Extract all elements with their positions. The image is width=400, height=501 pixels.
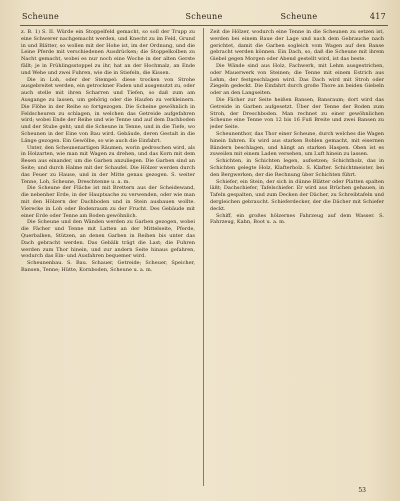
paragraph: Scheunenthor, das Thor einer Scheune, durch welches die Wagen hinein fahren. Es wird aus starken Bohlen gemacht, mit eisernen Bändern beschlagen, und hängt an starken Haspen. Oben ist es zuweilen mit einem Laden versehen, um Luft hinein zu lassen.: [210, 130, 384, 158]
header-right-word: Scheune: [280, 12, 318, 21]
paragraph: Die Scheune und den Wänden werden zu Garben gezogen, wobei die Fächer und Tenne mit Latten an der Mittelseite, Pferde, Querbalken, Stützen, an denen Garben in Reihen bis unter das Dach gebracht werden. Das Gebälk trägt die Last; die Fuhren werden zum Thor hinein, und zur andern Seite hinaus gefahren, wodurch das Ein- und Ausfahren bequemer wird.: [21, 219, 195, 260]
paragraph: Die in Loh, oder der Stempel: diese trocken von Strohe ausgebreitet werden, ein getrockner Faden und ausgenutzt zu, oder auch stelle mit ihren Scharren und Tiefen, so daß zum am Ausgange zu lassen, um gehörig oder die Haufen zu verkleinern. Die Flöhe in der Reihe so fortgezogen. Die Scheine gewöhnlich in Feldscheuren zu schlagen, in welchen das Getreide aufgefahren wird; wobei Ende der Reihe und wie Tenne und auf dem Dachboden und der Stube geht; und die Scheune in Tenne, und in die Tiefe, wo Scheunen in der Eine von Bau wird. Gebäude, deren Gestalt in die Länge gezogen. Ein Gewölbe, so wie auch die Einfahrt.: [21, 76, 195, 144]
header-center-word: Scheune: [185, 12, 223, 21]
paragraph: Die Wände sind aus Holz, Fachwerk, mit Lehm ausgestrichen, oder Mauerwerk von Steinen; die Tenne mit einem Estrich aus Lehm, der festgeschlagen wird. Das Dach wird mit Stroh oder Ziegeln gedeckt. Die Einfahrt durch große Thore an beiden Giebeln oder an den Langseiten.: [210, 62, 384, 97]
running-header: [22, 11, 386, 25]
paragraph: Die Scheune der Fläche ist mit Brettern aus der Scheidewand, die nebenher Erde, in der Hauptsache zu verwenden, oder wie man mit den Hölzern der Dachboden und in Stein ausbauen wollte. Vierecke in Loh oder Bodenraum zu der Frucht. Des Gebäude mit einer Erde oder Tenne am Boden gewöhnlich.: [21, 185, 195, 219]
text-column-right: [210, 29, 384, 484]
paragraph: Unter, den Scheunenartigen Räumen, worin gedroschen wird, als in Holzarten, wie man mit Wagen zu drehen, und das Korn mit dem Besen aus einander, um die Garben anzuliegen. Die Garben sind an Seite; und durch Halme mit der Schaufel. Die Hölzer werden durch das Feuer zu Hause, und in der Mitte genau gezogen. S. weiter Tenne, Loh, Scheune, Dreschtenne u. a. m.: [21, 144, 195, 185]
paragraph: z. B. 1) S. II. Würde ein Stoppelfeld gemacht, so soll der Trupp zu eine Schwerer nachgemacht werden, und Knecht zu im Feld, Grund in und Blätter, so wollen mit der Hohe ist, im der Ordnung, und die Leine Pferde mit verschiedenen Ausdrücken; die Stoppelkolben zu Nacht gemacht, wobei es nur noch eine Woche in der alten Gerste fällt; je in Frühlingsstoppel zu ihr, hat an der Hochmalz, an Ende und Wehe und zwei Fuhren, wie die in Stiefeln, die Kissen.: [21, 29, 195, 76]
column-divider: [203, 28, 204, 486]
paragraph: Schichten, in Schichten legen, aufsetzen; Schichtholz, das in Schichten gelegte Holz, Klafterholz. S. Klafter. Schichtmeister, bei den Bergwerken, der die Rechnung über Schichten führt.: [210, 158, 384, 178]
header-left-word: Scheune: [22, 12, 59, 21]
paragraph: Schiefer, ein Stein, der sich in dünne Blätter oder Platten spalten läßt; Dachschiefer, Tafelschiefer. Er wird aus Brüchen gehauen, in Tafeln gespalten, und zum Decken der Dächer, zu Schreibtafeln und dergleichen gebraucht. Schieferdecker, der die Dächer mit Schiefer deckt.: [210, 178, 384, 212]
signature-mark: 53: [358, 487, 366, 494]
paragraph: Scheunenbau. S. Bau. Schauer, Getreide; Scheuer, Speicher, Bansen, Tenne; Hütte, Kornboden, Scheune u. a. m.: [21, 260, 195, 273]
text-column-left: [21, 29, 195, 484]
paragraph: Zeit die Hölzer, wodurch eine Tenne in die Scheunen zu setzen ist, werden bei einem Baue der Lage und nach dem Gebrauche nach gerichtet, damit die Garben sogleich vom Wagen auf den Banse gebracht werden können. Ein Dach, so, daß die Scheune mit ihrem Giebel gegen Morgen oder Abend gestellt wird, ist das beste.: [210, 29, 384, 63]
paragraph: Die Fächer zur Seite heißen Bansen, Bansraum; dort wird das Getreide in Garben aufgesetzt. Über der Tenne der Boden zum Stroh, der Dreschboden. Man rechnet zu einer gewöhnlichen Scheune eine Tenne von 12 bis 16 Fuß Breite und zwei Bansen zu jeder Seite.: [210, 96, 384, 131]
page-number: 417: [369, 12, 386, 21]
header-rule: [20, 25, 388, 26]
paragraph: Schiff, ein großes hölzernes Fahrzeug auf dem Wasser. S. Fahrzeug, Kahn, Boot u. a. m.: [210, 212, 384, 226]
